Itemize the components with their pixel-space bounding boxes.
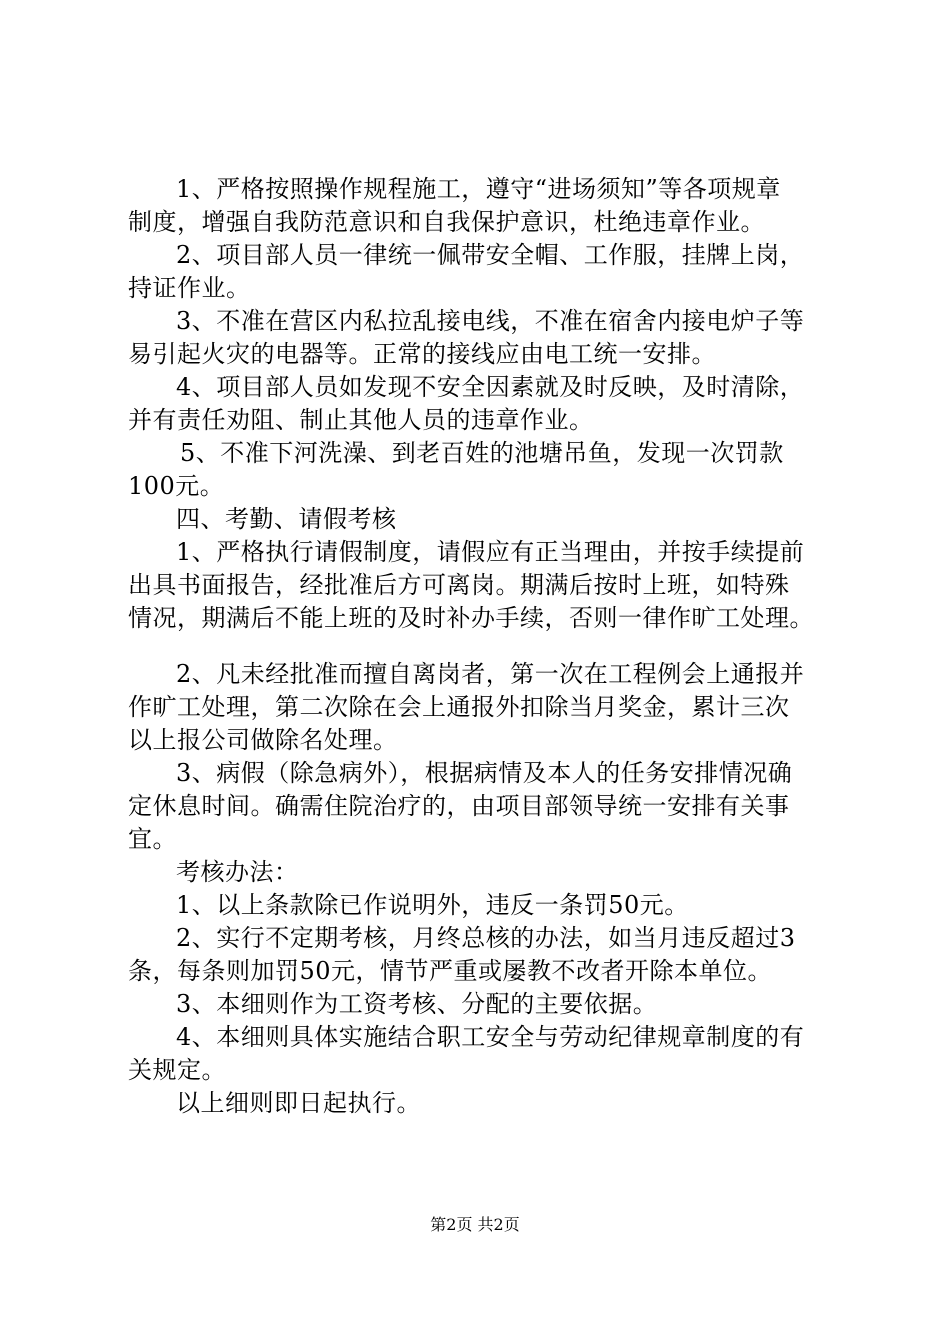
paragraph-line: 条，每条则加罚50元，情节严重或屡教不改者开除本单位。	[128, 957, 773, 985]
section-heading: 四、考勤、请假考核	[176, 505, 397, 533]
paragraph-line: 定休息时间。确需住院治疗的，由项目部领导统一安排有关事	[128, 792, 790, 820]
paragraph-line: 2、项目部人员一律统一佩带安全帽、工作服，挂牌上岗，	[176, 241, 805, 269]
paragraph-line: 4、项目部人员如发现不安全因素就及时反映，及时清除，	[176, 373, 805, 401]
section-heading: 考核办法：	[176, 858, 299, 886]
paragraph-line: 以上细则即日起执行。	[176, 1089, 421, 1117]
page-footer: 第2页 共2页	[430, 1215, 520, 1234]
paragraph-line: 出具书面报告，经批准后方可离岗。期满后按时上班，如特殊	[128, 571, 790, 599]
paragraph-line: 1、严格按照操作规程施工，遵守“进场须知”等各项规章	[176, 175, 781, 203]
paragraph-line: 作旷工处理，第二次除在会上通报外扣除当月奖金，累计三次	[128, 693, 790, 721]
paragraph-line: 3、本细则作为工资考核、分配的主要依据。	[176, 990, 658, 1018]
paragraph-line: 制度，增强自我防范意识和自我保护意识，杜绝违章作业。	[128, 208, 765, 236]
paragraph-line: 3、不准在营区内私拉乱接电线，不准在宿舍内接电炉子等	[176, 307, 805, 335]
paragraph-line: 并有责任劝阻、制止其他人员的违章作业。	[128, 406, 594, 434]
paragraph-line: 情况，期满后不能上班的及时补办手续，否则一律作旷工处理。	[128, 604, 814, 632]
paragraph-line: 以上报公司做除名处理。	[128, 726, 398, 754]
paragraph-line: 5、不准下河洗澡、到老百姓的池塘吊鱼，发现一次罚款	[180, 439, 784, 467]
paragraph-line: 1、以上条款除已作说明外，违反一条罚50元。	[176, 891, 689, 919]
paragraph-line: 宜。	[128, 825, 177, 853]
paragraph-line: 1、严格执行请假制度，请假应有正当理由，并按手续提前	[176, 538, 805, 566]
paragraph-line: 易引起火灾的电器等。正常的接线应由电工统一安排。	[128, 340, 716, 368]
paragraph-line: 持证作业。	[128, 274, 251, 302]
paragraph-line: 100元。	[128, 472, 225, 500]
paragraph-line: 2、实行不定期考核，月终总核的办法，如当月违反超过3	[176, 924, 796, 952]
paragraph-line: 2、凡未经批准而擅自离岗者，第一次在工程例会上通报并	[176, 660, 805, 688]
paragraph-line: 关规定。	[128, 1056, 226, 1084]
paragraph-line: 4、本细则具体实施结合职工安全与劳动纪律规章制度的有	[176, 1023, 805, 1051]
paragraph-line: 3、病假（除急病外），根据病情及本人的任务安排情况确	[176, 759, 793, 787]
